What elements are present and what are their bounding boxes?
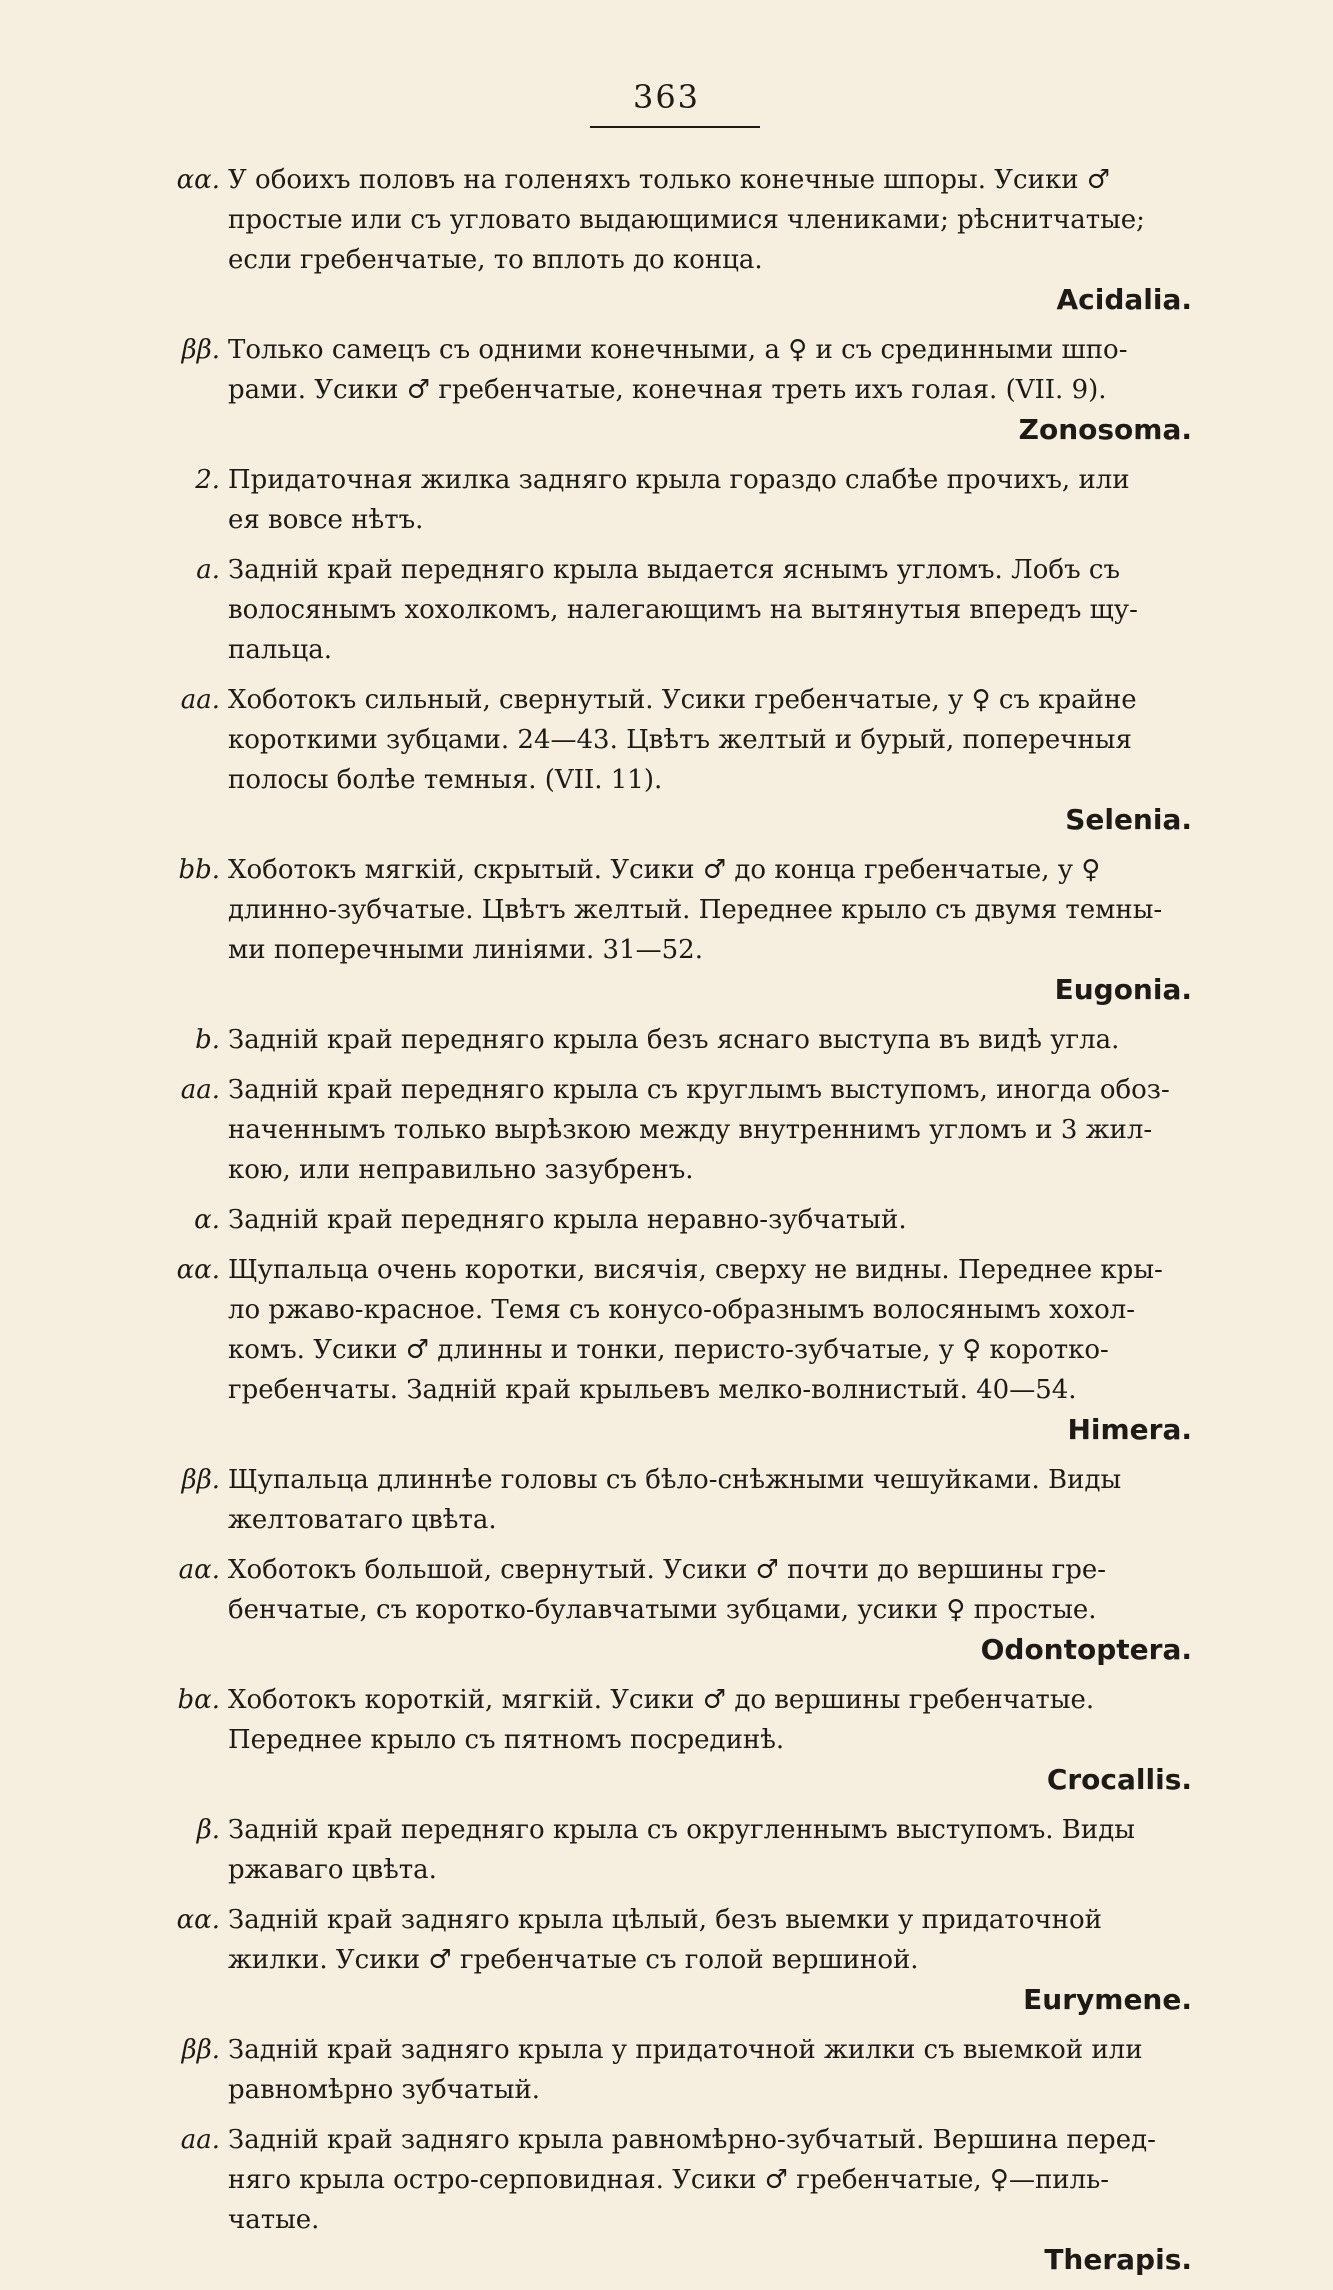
key-entry [0, 1810, 1333, 1890]
entry-line: Хоботокъ мягкiй, скрытый. Усики ♂ до конца гребенчатые, у ♀ [228, 855, 1101, 885]
key-entry [0, 850, 1333, 1010]
entry-line: простые или съ угловато выдающимися члениками; рѣснитчатые; [228, 205, 1145, 235]
entry-text [228, 680, 1208, 840]
entry-line: кою, или неправильно зазубренъ. [228, 1155, 694, 1185]
entry-line: Заднiй край передняго крыла съ округленнымъ выступомъ. Виды [228, 1815, 1135, 1845]
entry-line: Заднiй край задняго крыла цѣлый, безъ выемки у придаточной [228, 1905, 1102, 1935]
key-entry [0, 2120, 1333, 2280]
key-entry [0, 1020, 1333, 1060]
page-number: 363 [632, 78, 701, 116]
entry-text [228, 1020, 1208, 1060]
entry-line: полосы болѣе темныя. (VII. 11). [228, 765, 663, 795]
entry-line: если гребенчатые, то вплоть до конца. [228, 245, 763, 275]
entry-text [228, 550, 1208, 670]
entry-line: короткими зубцами. 24—43. Цвѣтъ желтый и бурый, поперечныя [228, 725, 1132, 755]
entry-text [228, 2120, 1208, 2280]
genus-name: Acidalia. [1056, 283, 1192, 316]
entry-line: Переднее крыло съ пятномъ посрединѣ. [228, 1725, 785, 1755]
entry-text [228, 1250, 1208, 1450]
entry-line: длинно-зубчатые. Цвѣтъ желтый. Переднее крыло съ двумя темны- [228, 895, 1163, 925]
entry-text [228, 1070, 1208, 1190]
entry-line: ржаваго цвѣта. [228, 1855, 437, 1885]
entry-marker: b. [195, 1025, 220, 1055]
entry-line: Щупальца длиннѣе головы съ бѣло-снѣжными чешуйками. Виды [228, 1465, 1122, 1495]
entry-marker: bb. [178, 855, 220, 885]
entry-marker: a. [196, 555, 220, 585]
genus-name: Eugonia. [1054, 973, 1192, 1006]
entry-text [228, 1680, 1208, 1800]
entry-marker: aa. [180, 685, 220, 715]
entry-line: Хоботокъ короткiй, мягкiй. Усики ♂ до вершины гребенчатые. [228, 1685, 1095, 1715]
entry-line: желтоватаго цвѣта. [228, 1505, 497, 1535]
entry-text [228, 460, 1208, 540]
entry-marker: αα. [176, 165, 220, 195]
entry-line: бенчатые, съ коротко-булавчатыми зубцами, усики ♀ простые. [228, 1595, 1097, 1625]
genus-name: Himera. [1067, 1413, 1192, 1446]
key-entry [0, 1070, 1333, 1190]
genus-name: Crocallis. [1046, 1763, 1192, 1796]
entry-line: У обоихъ половъ на голеняхъ только конечные шпоры. Усики ♂ [228, 165, 1111, 195]
key-entry [0, 1680, 1333, 1800]
genus-name: Therapis. [1044, 2243, 1192, 2276]
entry-text [228, 1200, 1208, 1240]
key-entry [0, 460, 1333, 540]
entry-text [228, 1550, 1208, 1670]
entry-marker: β. [196, 1815, 220, 1845]
entry-marker: aa. [180, 1075, 220, 1105]
key-entry [0, 1460, 1333, 1540]
entry-text [228, 330, 1208, 450]
entry-line: жилки. Усики ♂ гребенчатые съ голой вершиной. [228, 1945, 919, 1975]
entry-line: комъ. Усики ♂ длинны и тонки, перисто-зубчатые, у ♀ коротко- [228, 1335, 1109, 1365]
key-entry [0, 1550, 1333, 1670]
entry-marker: ββ. [181, 335, 220, 365]
entry-line: ми поперечными линiями. 31—52. [228, 935, 703, 965]
entry-marker: aa. [180, 2125, 220, 2155]
key-entries [0, 160, 1333, 2290]
entry-line: ея вовсе нѣтъ. [228, 505, 424, 535]
entry-text [228, 160, 1208, 320]
header-rule [590, 126, 760, 128]
entry-line: Заднiй край передняго крыла безъ яснаго выступа въ видѣ угла. [228, 1025, 1120, 1055]
entry-line: гребенчаты. Заднiй край крыльевъ мелко-волнистый. 40—54. [228, 1375, 1077, 1405]
entry-marker: ββ. [181, 1465, 220, 1495]
genus-name: Odontoptera. [980, 1633, 1192, 1666]
entry-line: няго крыла остро-серповидная. Усики ♂ гребенчатые, ♀—пиль- [228, 2165, 1110, 2195]
key-entry [0, 2030, 1333, 2110]
entry-text [228, 1900, 1208, 2020]
entry-line: волосянымъ хохолкомъ, налегающимъ на вытянутыя впередъ щу- [228, 595, 1138, 625]
entry-line: Щупальца очень коротки, висячiя, сверху не видны. Переднее кры- [228, 1255, 1163, 1285]
entry-line: Только самецъ съ одними конечными, а ♀ и съ срединными шпо- [228, 335, 1128, 365]
genus-name: Eurymene. [1023, 1983, 1192, 2016]
entry-text [228, 2030, 1208, 2110]
genus-name: Zonosoma. [1018, 413, 1192, 446]
key-entry [0, 680, 1333, 840]
key-entry [0, 1250, 1333, 1450]
entry-marker: α. [194, 1205, 220, 1235]
entry-line: Придаточная жилка задняго крыла гораздо слабѣе прочихъ, или [228, 465, 1130, 495]
entry-line: равномѣрно зубчатый. [228, 2075, 541, 2105]
entry-marker: ββ. [181, 2035, 220, 2065]
entry-line: Заднiй край передняго крыла съ круглымъ выступомъ, иногда обоз- [228, 1075, 1170, 1105]
entry-marker: aα. [178, 1555, 220, 1585]
entry-line: Заднiй край передняго крыла выдается яснымъ угломъ. Лобъ съ [228, 555, 1120, 585]
entry-marker: αα. [176, 1255, 220, 1285]
entry-line: пальца. [228, 635, 332, 665]
genus-name: Selenia. [1065, 803, 1192, 836]
key-entry [0, 1900, 1333, 2020]
entry-line: ло ржаво-красное. Темя съ конусо-образнымъ волосянымъ хохол- [228, 1295, 1136, 1325]
entry-line: чатые. [228, 2205, 320, 2235]
key-entry [0, 550, 1333, 670]
key-entry [0, 330, 1333, 450]
entry-line: Заднiй край передняго крыла неравно-зубчатый. [228, 1205, 907, 1235]
entry-text [228, 1460, 1208, 1540]
entry-line: Заднiй край задняго крыла равномѣрно-зубчатый. Вершина перед- [228, 2125, 1156, 2155]
entry-text [228, 1810, 1208, 1890]
entry-marker: 2. [195, 465, 220, 495]
entry-line: Хоботокъ сильный, свернутый. Усики гребенчатые, у ♀ съ крайне [228, 685, 1137, 715]
entry-marker: bα. [177, 1685, 220, 1715]
entry-line: Заднiй край задняго крыла у придаточной жилки съ выемкой или [228, 2035, 1143, 2065]
entry-line: Хоботокъ большой, свернутый. Усики ♂ почти до вершины гре- [228, 1555, 1107, 1585]
entry-marker: αα. [176, 1905, 220, 1935]
entry-text [228, 850, 1208, 1010]
key-entry [0, 160, 1333, 320]
key-entry [0, 1200, 1333, 1240]
entry-line: рами. Усики ♂ гребенчатые, конечная треть ихъ голая. (VII. 9). [228, 375, 1107, 405]
entry-line: наченнымъ только вырѣзкою между внутреннимъ угломъ и 3 жил- [228, 1115, 1153, 1145]
